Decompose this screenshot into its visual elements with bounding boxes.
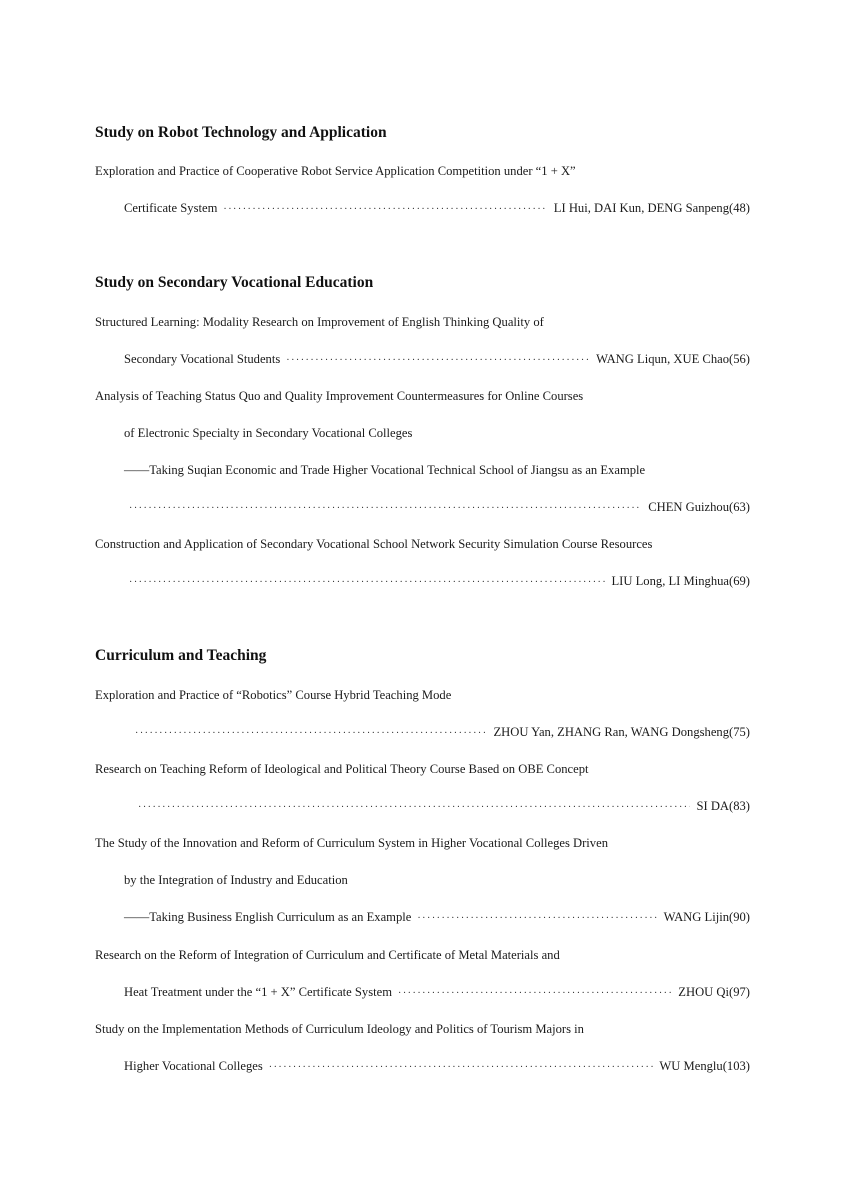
- dot-leader: [135, 726, 487, 742]
- dot-leader: [286, 353, 590, 369]
- toc-entry-subtitle: ——Taking Suqian Economic and Trade Higher Vocational Technical School of Jiangsu as an Example: [124, 463, 646, 477]
- toc-entry-title: Exploration and Practice of “Robotics” Course Hybrid Teaching Mode: [95, 688, 452, 702]
- toc-author-page: CHEN Guizhou(63): [648, 500, 750, 514]
- toc-entry-continuation: by the Integration of Industry and Education: [124, 873, 348, 887]
- toc-entry-title: Study on the Implementation Methods of Curriculum Ideology and Politics of Tourism Majors in: [95, 1022, 584, 1036]
- toc-author-page: WANG Lijin(90): [663, 910, 750, 924]
- section-title-curriculum: Curriculum and Teaching: [95, 647, 267, 664]
- section-title-robot: Study on Robot Technology and Application: [95, 124, 387, 141]
- toc-entry-continuation: Certificate System ····· LI Hui, DAI Kun, DENG Sanpeng(48): [124, 200, 750, 218]
- toc-entry-title: Construction and Application of Secondary Vocational School Network Security Simulation Course Resources: [95, 537, 653, 551]
- toc-entry-title: The Study of the Innovation and Reform of Curriculum System in Higher Vocational Colleges Driven: [95, 836, 608, 850]
- toc-entry-title: Analysis of Teaching Status Quo and Quality Improvement Countermeasures for Online Courses: [95, 389, 584, 403]
- toc-entry-subtitle: ——Taking Business English Curriculum as an Example ····· WANG Lijin(90): [124, 909, 750, 927]
- toc-author-page: ZHOU Qi(97): [678, 985, 750, 999]
- toc-entry-leader-line: [138, 798, 750, 816]
- toc-entry-continuation: Higher Vocational Colleges ····· WU Menglu(103): [124, 1058, 750, 1076]
- dot-leader: [129, 501, 642, 517]
- toc-entry-continuation: Secondary Vocational Students ····· WANG Liqun, XUE Chao(56): [124, 351, 750, 369]
- toc-entry-continuation: Heat Treatment under the “1 + X” Certificate System ····· ZHOU Qi(97): [124, 984, 750, 1002]
- toc-entry-title: Exploration and Practice of Cooperative Robot Service Application Competition under “1 + X”: [95, 164, 576, 178]
- toc-author-page: WANG Liqun, XUE Chao(56): [596, 352, 750, 366]
- toc-author-page: SI DA(83): [696, 799, 750, 813]
- dot-leader: [223, 202, 547, 218]
- toc-entry-title: Structured Learning: Modality Research on Improvement of English Thinking Quality of: [95, 315, 544, 329]
- dot-leader: [269, 1060, 654, 1076]
- toc-entry-continuation: of Electronic Specialty in Secondary Vocational Colleges: [124, 426, 413, 440]
- dot-leader: [398, 986, 672, 1002]
- dot-leader: [129, 575, 605, 591]
- toc-author-page: LIU Long, LI Minghua(69): [611, 574, 750, 588]
- dot-leader: [138, 800, 690, 816]
- toc-author-page: LI Hui, DAI Kun, DENG Sanpeng(48): [553, 201, 750, 215]
- toc-entry-leader-line: [129, 499, 750, 517]
- toc-entry-leader-line: [135, 724, 750, 742]
- toc-entry-leader-line: [129, 573, 750, 591]
- dot-leader: [417, 911, 657, 927]
- toc-author-page: WU Menglu(103): [659, 1059, 750, 1073]
- toc-entry-title: Research on Teaching Reform of Ideological and Political Theory Course Based on OBE Concept: [95, 762, 589, 776]
- toc-entry-title: Research on the Reform of Integration of Curriculum and Certificate of Metal Materials and: [95, 948, 560, 962]
- section-title-secondary-vocational: Study on Secondary Vocational Education: [95, 274, 374, 291]
- toc-author-page: ZHOU Yan, ZHANG Ran, WANG Dongsheng(75): [493, 725, 750, 739]
